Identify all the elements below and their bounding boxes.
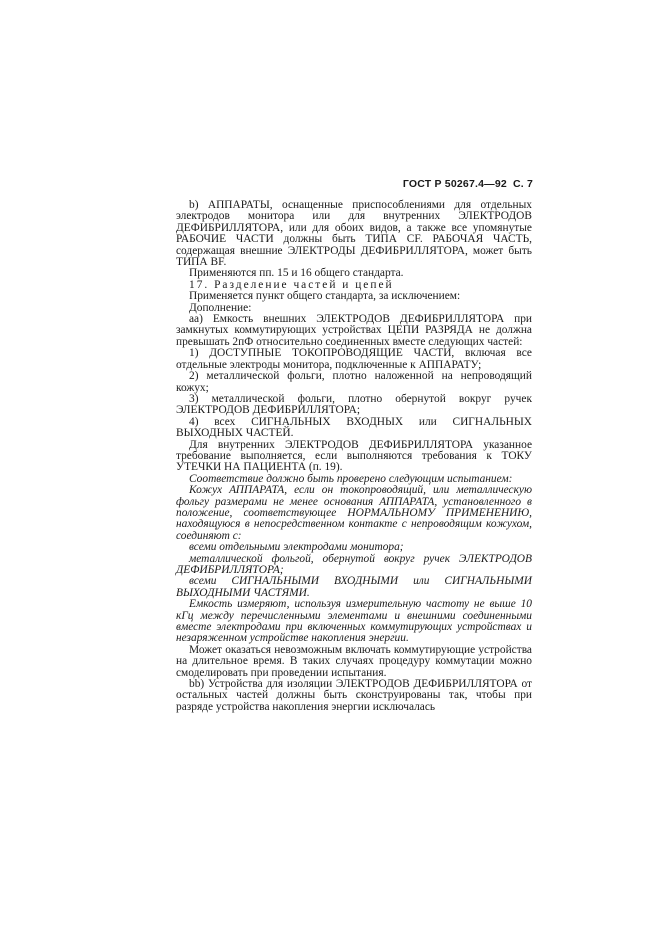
section-17-heading: 17. Разделение частей и цепей — [189, 278, 394, 291]
list-item-2: 2) металлической фольги, плотно наложенной на непроводящий кожух; — [176, 370, 532, 394]
paragraph-addition: Дополнение: — [189, 301, 252, 314]
test-item-signal-parts: всеми СИГНАЛЬНЫМИ ВХОДНЫМИ или СИГНАЛЬНЫМИ ВЫХОДНЫМИ ЧАСТЯМИ. — [176, 575, 532, 599]
paragraph-b-apparatus: b) АППАРАТЫ, оснащенные приспособлениями для отдельных электродов монитора или для внутренних ЭЛЕКТРОДОВ ДЕФИБРИЛЛЯТОРА, или для обоих видов, а также все упомянутые РАБОЧИЕ ЧАСТИ должны быть ТИПА CF. РАБОЧАЯ ЧАСТЬ, содержащая внешние ЭЛЕКТРОДЫ ДЕФИБРИЛЛЯТОРА, может быть ТИПА BF. — [176, 199, 532, 269]
paragraph-test-enclosure: Кожух АППАРАТА, если он токопроводящий, или металлическую фольгу размерами не менее основания АППАРАТА, установленного в положение, соответствующее НОРМАЛЬНОМУ ПРИМЕНЕНИЮ, находящуюся в непосредственном контакте с непроводящим кожухом, соединяют с: — [176, 484, 532, 542]
paragraph-switching-note: Может оказаться невозможным включать коммутирующие устройства на длительное время. В таких случаях процедуру коммутации можно смоделировать при проведении испытания. — [176, 643, 532, 679]
page-number: С. 7 — [512, 178, 533, 190]
page-header — [397, 178, 533, 190]
paragraph-bb-isolation: bb) Устройства для изоляции ЭЛЕКТРОДОВ ДЕФИБРИЛЛЯТОРА от остальных частей должны быть сконструированы так, чтобы при разряде устройства накопления энергии исключалась — [176, 678, 532, 713]
standard-number: ГОСТ Р 50267.4—92 — [402, 178, 507, 190]
list-item-1: 1) ДОСТУПНЫЕ ТОКОПРОВОДЯЩИЕ ЧАСТИ, включая все отдельные электроды монитора, подключенные к АППАРАТУ; — [176, 347, 532, 371]
paragraph-applies-15-16: Применяются пп. 15 и 16 общего стандарта. — [189, 267, 404, 280]
paragraph-capacitance-measure: Емкость измеряют, используя измерительную частоту не выше 10 кГц между перечисленными элементами и внешними соединенными вместе электродами при включенных коммутирующих устройствах и незаряженном устройстве накопления энергии. — [176, 598, 532, 645]
test-item-monitor-electrodes: всеми отдельными электродами монитора; — [189, 541, 404, 554]
test-item-metal-foil: металлической фольгой, обернутой вокруг ручек ЭЛЕКТРОДОВ ДЕФИБРИЛЛЯТОРА; — [176, 552, 532, 576]
list-item-3: 3) металлической фольги, плотно обернутой вокруг ручек ЭЛЕКТРОДОВ ДЕФИБРИЛЛЯТОРА; — [176, 392, 532, 417]
paragraph-internal-electrodes: Для внутренних ЭЛЕКТРОДОВ ДЕФИБРИЛЛЯТОРА указанное требование выполняется, если выполняются требования к ТОКУ УТЕЧКИ НА ПАЦИЕНТА (п. 19). — [176, 438, 532, 474]
body-text — [176, 200, 532, 713]
paragraph-aa-capacitance: аа) Емкость внешних ЭЛЕКТРОДОВ ДЕФИБРИЛЛЯТОРА при замкнутых коммутирующих устройствах ЦЕПИ РАЗРЯДА не должна превышать 2пФ относительно соединенных вместе следующих частей: — [176, 313, 532, 348]
paragraph-applies-except: Применяется пункт общего стандарта, за исключением: — [189, 290, 461, 303]
list-item-4: 4) всех СИГНАЛЬНЫХ ВХОДНЫХ или СИГНАЛЬНЫХ ВЫХОДНЫХ ЧАСТЕЙ. — [176, 415, 532, 440]
paragraph-compliance-test: Соответствие должно быть проверено следующим испытанием: — [189, 472, 513, 485]
